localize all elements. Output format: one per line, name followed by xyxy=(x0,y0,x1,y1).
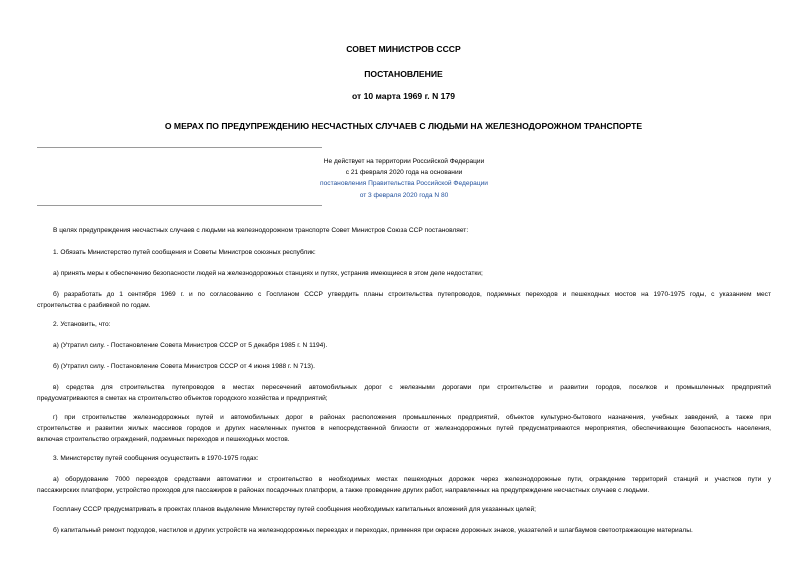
clause-3-gosplan: Госплану СССР предусматривать в проектах планов выделение Министерству путей сообщения необходимых капитальных вложений для указанных целей; xyxy=(53,506,536,513)
document-title: О МЕРАХ ПО ПРЕДУПРЕЖДЕНИЮ НЕСЧАСТНЫХ СЛУЧАЕВ С ЛЮДЬМИ НА ЖЕЛЕЗНОДОРОЖНОМ ТРАНСПОРТЕ xyxy=(164,121,643,131)
clause-3a-line-1: а) оборудование 7000 переездов средствами автоматики и строительство в необходимых местах пешеходных дорожек через железнодорожные пути, ограждение территорий станций и участков пути у xyxy=(53,476,771,483)
clause-2v-line-1: в) средства для строительства путепроводов в местах пересечений автомобильных дорог с железными дорогами при строительстве и развитии городов, поселков и промышленных предприятий xyxy=(53,384,771,391)
notice-line-1: Не действует на территории Российской Федерации xyxy=(323,158,485,165)
clause-1b xyxy=(37,289,771,311)
clause-1: 1. Обязать Министерство путей сообщения и Советы Министров союзных республик: xyxy=(53,249,316,256)
notice-link-date[interactable]: от 3 февраля 2020 года N 80 xyxy=(359,191,449,199)
clause-3b: б) капитальный ремонт подходов, настилов и других устройств на железнодорожных переездах и переходах, применяя при окраске дорожных знаков, указателей и шлагбаумов светоотражающие материалы. xyxy=(53,527,693,534)
document-date-number: от 10 марта 1969 г. N 179 xyxy=(351,91,456,101)
clause-3a-line-2: пассажирских платформ, устройство проходов для пассажиров в районах посадочных платформ, а также проведение других работ, направленных на предупреждение несчастных случаев с людьми. xyxy=(37,487,650,495)
clause-2v-line-2: предусматриваются в сметах на строительство объектов городского хозяйства и предприятий; xyxy=(37,395,328,403)
clause-2a: а) (Утратил силу. - Постановление Совета Министров СССР от 5 декабря 1985 г. N 1194). xyxy=(53,342,328,349)
clause-2g-line-1: г) при строительстве железнодорожных путей и автомобильных дорог в районах расположения промышленных предприятий, объектов культурно-бытового назначения, учебных заведений, а также при xyxy=(53,414,771,421)
clause-1a: а) принять меры к обеспечению безопасности людей на железнодорожных станциях и путях, устранив имеющиеся в этом деле недостатки; xyxy=(53,270,483,277)
clause-2g xyxy=(37,412,771,446)
issuing-authority: СОВЕТ МИНИСТРОВ СССР xyxy=(346,44,461,54)
clause-1b-line-1: б) разработать до 1 сентября 1969 г. и по согласованию с Госпланом СССР утвердить планы строительства путепроводов, подземных переходов и пешеходных мостов на 1970-1975 годы, с указанием мест xyxy=(53,291,771,298)
notice-line-2: с 21 февраля 2020 года на основании xyxy=(345,169,463,177)
notice-link-resolution[interactable]: постановления Правительства Российской Федерации xyxy=(320,180,488,188)
clause-3: 3. Министерству путей сообщения осуществить в 1970-1975 годах: xyxy=(53,455,259,462)
preamble: В целях предупреждения несчастных случаев с людьми на железнодорожном транспорте Совет Министров Союза ССР постановляет: xyxy=(53,227,469,234)
clause-2v xyxy=(37,382,771,404)
clause-2b: б) (Утратил силу. - Постановление Совета Министров СССР от 4 июня 1988 г. N 713). xyxy=(53,363,315,370)
clause-1b-line-2: строительства с разбивкой по годам. xyxy=(37,302,151,310)
clause-2g-line-3: включая строительство ограждений, подземных переходов и пешеходных мостов. xyxy=(37,436,290,444)
document-type: ПОСТАНОВЛЕНИЕ xyxy=(364,69,443,79)
document-body xyxy=(37,0,771,571)
clause-2g-line-2: строительстве и развитии жилых массивов городов и других населенных пунктов в непосредственной близости от железнодорожных путей предусматриваются мероприятия, обеспечивающие безопасность населения, xyxy=(37,425,771,433)
clause-2: 2. Установить, что: xyxy=(53,321,111,328)
clause-3a xyxy=(37,474,771,496)
